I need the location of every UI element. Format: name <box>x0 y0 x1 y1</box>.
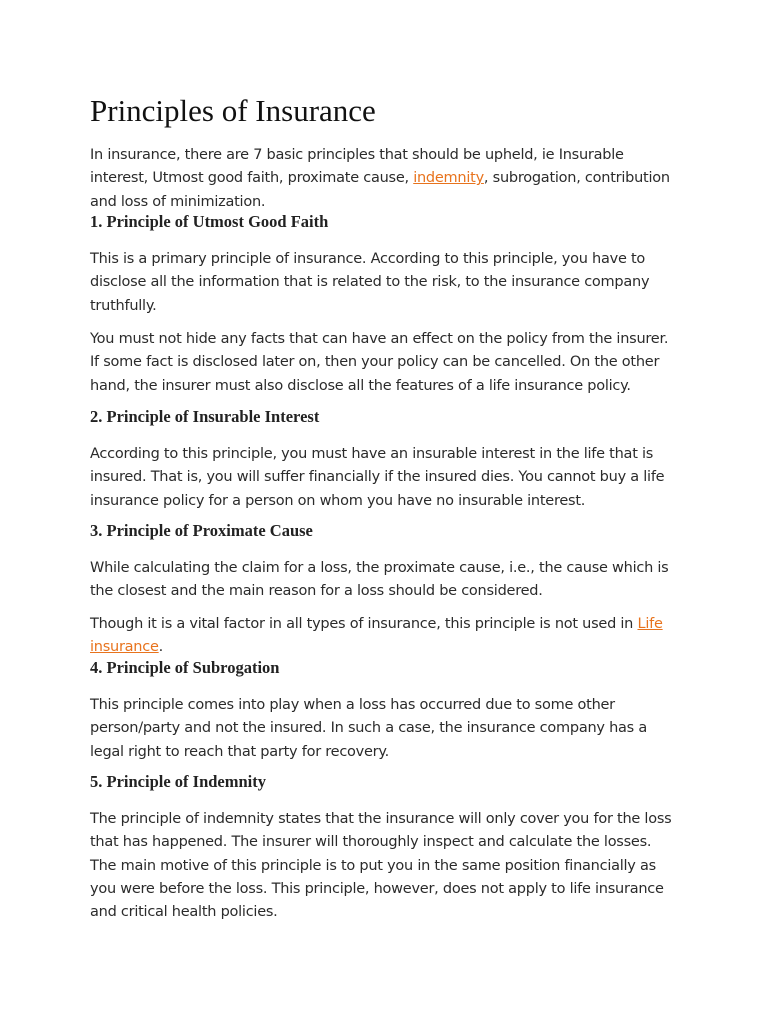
intro-text-before-link: In insurance, there are 7 basic principles that should be upheld, ie Insurable interest, Utmost good faith, proximate cause, <box>90 147 624 187</box>
section-heading-proximate-cause: 3. Principle of Proximate Cause <box>90 521 313 540</box>
section-heading-indemnity: 5. Principle of Indemnity <box>90 772 266 791</box>
indemnity-link[interactable]: indemnity <box>413 170 484 187</box>
section-3-paragraph-1: While calculating the claim for a loss, the proximate cause, i.e., the cause which is the closest and the main reason for a loss should be considered. <box>90 560 669 600</box>
life-insurance-link[interactable]: Life insurance <box>90 616 663 656</box>
section-5-paragraph-1: The principle of indemnity states that the insurance will only cover you for the loss that has happened. The insurer will thoroughly inspect and calculate the losses. The main motive of this principle is to put you in the same position financially as you were before the loss. This principle, however, does not apply to life insurance and critical health policies. <box>90 811 672 921</box>
section-1-paragraph-1: This is a primary principle of insurance. According to this principle, you have to disclose all the information that is related to the risk, to the insurance company truthfully. <box>90 251 650 314</box>
section-3-text-before-link: Though it is a vital factor in all types of insurance, this principle is not used in <box>90 616 638 632</box>
section-1-paragraph-2: You must not hide any facts that can have an effect on the policy from the insurer. If some fact is disclosed later on, then your policy can be cancelled. On the other hand, the insurer must also disclose all the features of a life insurance policy. <box>90 331 669 394</box>
section-3-paragraph-2 <box>90 613 680 660</box>
section-4-paragraph-1: This principle comes into play when a loss has occurred due to some other person/party and not the insured. In such a case, the insurance company has a legal right to reach that party for recovery. <box>90 697 647 760</box>
section-heading-utmost-good-faith: 1. Principle of Utmost Good Faith <box>90 212 329 231</box>
page-title: Principles of Insurance <box>90 93 376 128</box>
section-2-paragraph-1: According to this principle, you must have an insurable interest in the life that is insured. That is, you will suffer financially if the insured dies. You cannot buy a life insurance policy for a person on whom you have no insurable interest. <box>90 446 665 509</box>
section-3-text-after-link: . <box>158 639 164 656</box>
intro-paragraph <box>90 144 680 214</box>
section-heading-subrogation: 4. Principle of Subrogation <box>90 658 280 677</box>
intro-text-after-link: , subrogation, contribution and loss of minimization. <box>90 170 670 210</box>
section-heading-insurable-interest: 2. Principle of Insurable Interest <box>90 407 320 426</box>
